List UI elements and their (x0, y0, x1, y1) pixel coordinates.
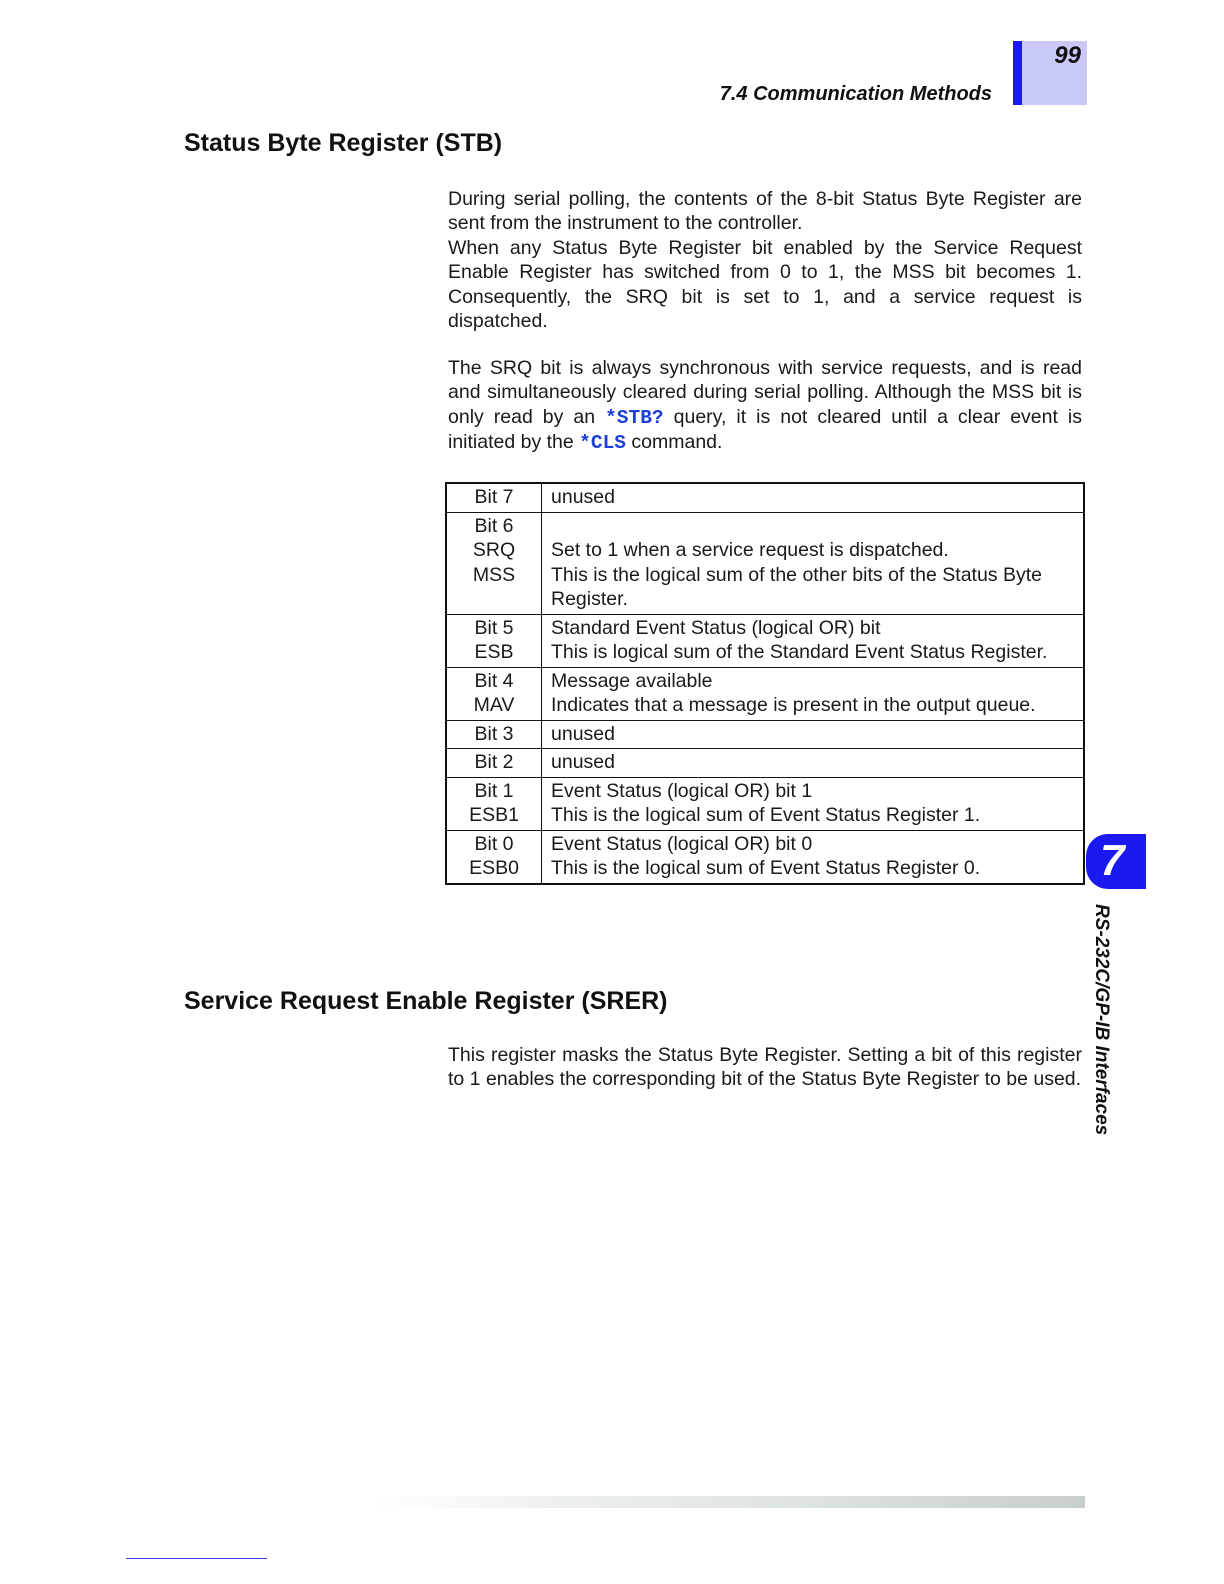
stb-para2-text-c: command. (625, 431, 723, 454)
page-number: 99 (1054, 42, 1081, 69)
stb-para2-text-b: query, it is not cleared until a clear event is initiated by the (448, 405, 1082, 454)
bit-cell (446, 614, 542, 667)
bit-cell (446, 667, 542, 720)
description-text: This is logical sum of the Standard Event Status Register. (551, 641, 1048, 663)
stb-paragraph-1 (448, 187, 1082, 333)
bit-label: Bit 6 (474, 514, 514, 537)
chapter-tab (1086, 834, 1146, 889)
bit-cell (446, 749, 542, 778)
status-byte-bit-table (445, 482, 1085, 885)
description-cell (542, 777, 1085, 830)
table-row (446, 667, 1084, 720)
description-text: unused (551, 486, 615, 508)
bit-label: Bit 1 (474, 779, 514, 802)
bit-mnemonic: ESB (474, 641, 514, 663)
bottom-rule (126, 1558, 267, 1559)
description-text: Message available (551, 669, 713, 692)
stb-para1-line1: During serial polling, the contents of the 8-bit Status Byte Register are sent from the instrument to the controller. (448, 188, 1082, 235)
page-tab-accent-bar (1013, 41, 1022, 105)
description-text: Standard Event Status (logical OR) bit (551, 616, 881, 639)
bit-cell (446, 512, 542, 614)
bit-mnemonic: SRQ (472, 539, 516, 561)
bit-label: Bit 4 (474, 669, 514, 692)
description-cell (542, 512, 1085, 614)
chapter-number: 7 (1100, 836, 1125, 885)
description-cell (542, 483, 1085, 512)
bit-label: Bit 7 (474, 486, 514, 508)
stb-query-code: *STB? (605, 406, 664, 429)
table-row (446, 512, 1084, 614)
bit-label: Bit 5 (474, 616, 514, 639)
description-text: Event Status (logical OR) bit 1 (551, 779, 813, 802)
bit-cell (446, 777, 542, 830)
description-text: Set to 1 when a service request is dispatched. (551, 539, 949, 561)
srer-paragraph: This register masks the Status Byte Register. Setting a bit of this register to 1 enables the corresponding bit of the Status Byte Register to be used. (448, 1044, 1082, 1091)
description-text: This is the logical sum of Event Status Register 0. (551, 857, 981, 879)
srer-heading: Service Request Enable Register (SRER) (184, 987, 668, 1015)
description-text: Event Status (logical OR) bit 0 (551, 832, 813, 855)
description-cell (542, 720, 1085, 749)
page-number-tab (1013, 41, 1087, 105)
table-row (446, 720, 1084, 749)
bit-cell (446, 830, 542, 884)
stb-para2-text-a: The SRQ bit is always synchronous with service requests, and is read and simultaneously cleared during serial polling. Although the MSS bit is only read by an (448, 357, 1082, 428)
chapter-side-label: RS-232C/GP-IB Interfaces (1091, 904, 1112, 1136)
description-text: This is the logical sum of the other bits of the Status Byte Register. (551, 563, 1042, 610)
stb-heading: Status Byte Register (STB) (184, 129, 503, 157)
bit-cell (446, 483, 542, 512)
bit-label: Bit 2 (474, 751, 514, 773)
description-text: This is the logical sum of Event Status Register 1. (551, 804, 981, 826)
table-row (446, 777, 1084, 830)
table-row (446, 614, 1084, 667)
bit-mnemonic: MAV (473, 694, 515, 716)
description-cell (542, 830, 1085, 884)
cls-command-code: *CLS (579, 432, 626, 455)
bit-mnemonic: ESB1 (469, 804, 519, 826)
description-cell (542, 667, 1085, 720)
footer-gradient-bar (375, 1496, 1085, 1508)
table-row (446, 830, 1084, 884)
stb-para1-line2: When any Status Byte Register bit enabled by the Service Request Enable Register has switched from 0 to 1, the MSS bit becomes 1. Consequently, the SRQ bit is set to 1, and a service request is dispatched. (448, 236, 1082, 333)
description-cell (542, 614, 1085, 667)
bit-mnemonic: ESB0 (469, 857, 519, 879)
section-header: 7.4 Communication Methods (719, 83, 992, 105)
bit-label: Bit 3 (474, 722, 514, 745)
description-text: unused (551, 751, 615, 773)
bit-mnemonic: MSS (472, 563, 516, 586)
description-text: Indicates that a message is present in the output queue. (551, 694, 1036, 716)
stb-paragraph-2 (448, 356, 1082, 456)
description-text: unused (551, 722, 615, 745)
table-row (446, 749, 1084, 778)
table-row (446, 483, 1084, 512)
description-cell (542, 749, 1085, 778)
bit-label: Bit 0 (474, 832, 514, 855)
bit-cell (446, 720, 542, 749)
